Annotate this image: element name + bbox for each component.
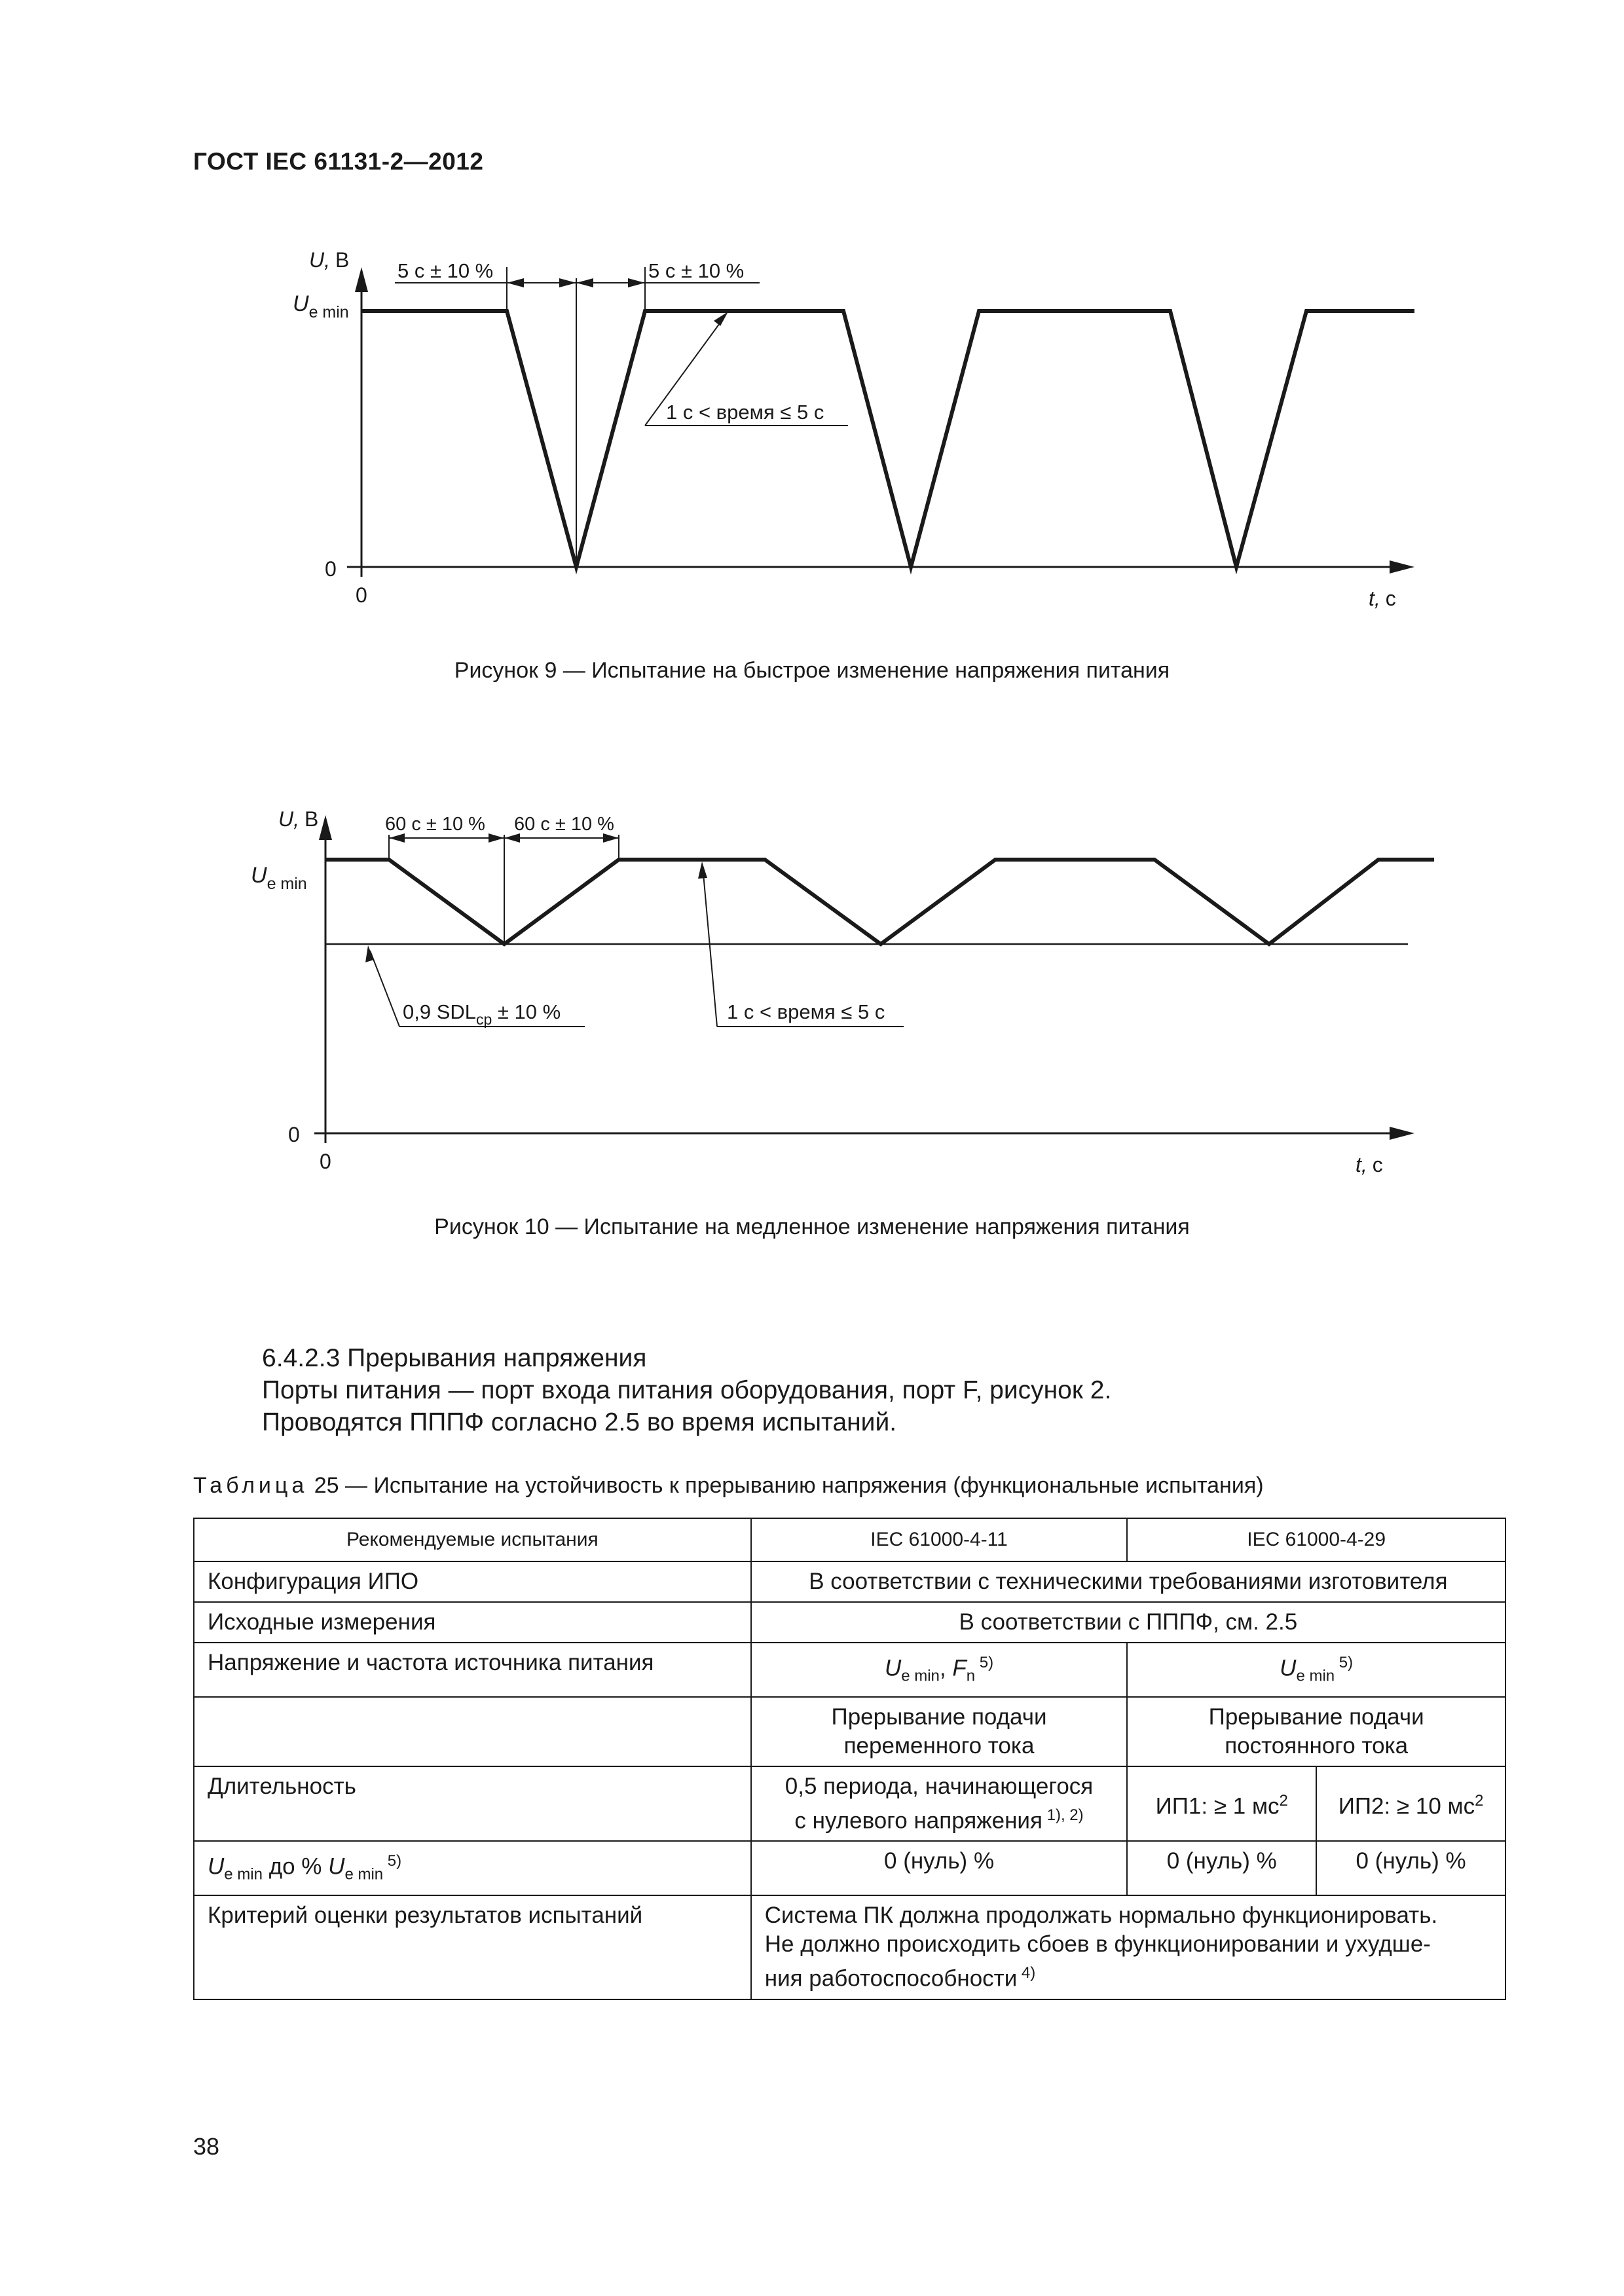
header-cell: IEC 61000-4-29 (1127, 1518, 1505, 1561)
fig9-x-unit: с (1385, 587, 1396, 610)
table-row (194, 1895, 1505, 1999)
table-row (194, 1766, 1505, 1842)
fig9-zero-x: 0 (356, 583, 367, 607)
duration-ip2-cell: ИП2: ≥ 10 $мс^2$ (1316, 1766, 1505, 1842)
fig9-ue-label: U (293, 291, 309, 316)
fig9-y-var: U, (309, 248, 330, 272)
svg-text:Ue min (251, 863, 307, 893)
fig10-y-var: U, (278, 807, 299, 831)
level-ac-cell: 0 (нуль) % (751, 1841, 1128, 1895)
fig9-x-var: t, (1369, 587, 1380, 610)
fig9-zero-y: 0 (325, 557, 337, 581)
level-ip1-cell: 0 (нуль) % (1127, 1841, 1316, 1895)
fig9-dim-right-label: 5 с ± 10 % (648, 259, 745, 282)
header-cell: IEC 61000-4-11 (751, 1518, 1128, 1561)
dc-interrupt-cell: Прерывание подачи постоянного тока (1127, 1697, 1505, 1766)
fig10-x-var: t, (1356, 1153, 1367, 1176)
fig9-ue-sub: e min (308, 303, 349, 321)
ac-interrupt-cell: Прерывание подачи переменного тока (751, 1697, 1128, 1766)
row-label: Критерий оценки результатов испытаний (194, 1895, 751, 1999)
section-line-1: Порты питания — порт входа питания оборудования, порт F, рисунок 2. (262, 1376, 1112, 1404)
row-label: Исходные измерения (194, 1602, 751, 1643)
fig10-sdl-leader (370, 951, 399, 1027)
table-row (194, 1561, 1505, 1602)
fig9-y-unit: В (335, 248, 350, 272)
fig9-dim-left-label: 5 с ± 10 % (397, 259, 494, 282)
level-label-cell: $U_{e min}$ до % $U_{e min}$ $^{5)}$ (194, 1841, 751, 1895)
figure-9-caption: Рисунок 9 — Испытание на быстрое изменение напряжения питания (454, 658, 1170, 683)
row-label-empty (194, 1697, 751, 1766)
supply-dc-cell: $U_{e min}$ $^{5)}$ (1127, 1643, 1505, 1697)
table-caption-prefix: Таблица (193, 1473, 308, 1498)
fig10-sdl-sub: ср (476, 1011, 492, 1028)
table-caption-rest: 25 — Испытание на устойчивость к прерыванию напряжения (функциональные испытания) (308, 1473, 1264, 1498)
table-25-caption (193, 1473, 1264, 1499)
fig10-dim-right-label: 60 с ± 10 % (514, 814, 614, 835)
svg-text:U,В (278, 807, 318, 831)
table-header-row (194, 1518, 1505, 1561)
fig10-sdl-pre: 0,9 SDL (403, 1000, 477, 1023)
row-label: Напряжение и частота источника питания (194, 1643, 751, 1697)
svg-text:t,с (1356, 1153, 1383, 1176)
supply-ac-cell: $U_{e min}$, $F_n$ $^{5)}$ (751, 1643, 1128, 1697)
fig10-ramp-leader (703, 866, 717, 1027)
level-ip2-cell: 0 (нуль) % (1316, 1841, 1505, 1895)
section-heading: 6.4.2.3 Прерывания напряжения (262, 1344, 647, 1372)
svg-text:0,9 SDLср ± 10 % (403, 1000, 561, 1028)
fig10-y-unit: В (304, 807, 319, 831)
page-number: 38 (193, 2133, 220, 2160)
row-value: В соответствии с ПППФ, см. 2.5 (751, 1602, 1505, 1643)
fig9-ramp-note: 1 с < время ≤ 5 с (666, 401, 824, 424)
fig10-ue-label: U (251, 863, 267, 888)
fig10-ue-sub: e min (267, 875, 307, 893)
row-label: Длительность (194, 1766, 751, 1842)
table-row (194, 1643, 1505, 1697)
table-row (194, 1602, 1505, 1643)
figure-10-caption: Рисунок 10 — Испытание на медленное изменение напряжения питания (434, 1214, 1190, 1239)
criterion-cell: Система ПК должна продолжать нормально функционировать. Не должно происходить сбоев в функционировании и ухудше- ния работоспособности $^{4)}$ (751, 1895, 1505, 1999)
section-text (262, 1342, 1111, 1438)
fig10-x-unit: с (1372, 1153, 1383, 1176)
document-header: ГОСТ IEC 61131-2—2012 (193, 148, 484, 175)
fig10-voltage-waveform (325, 860, 1434, 944)
row-label: Конфигурация ИПО (194, 1561, 751, 1602)
fig10-x-arrow (1390, 1127, 1414, 1140)
section-line-2: Проводятся ПППФ согласно 2.5 во время испытаний. (262, 1408, 897, 1436)
fig10-dim-left-label: 60 с ± 10 % (385, 814, 485, 835)
fig10-y-arrow (319, 815, 332, 840)
table-row (194, 1697, 1505, 1766)
fig10-zero-y: 0 (288, 1123, 300, 1146)
duration-ac-cell: 0,5 периода, начинающегося с нулевого напряжения $^{1), 2)}$ (751, 1766, 1128, 1842)
row-value: В соответствии с техническими требованиями изготовителя (751, 1561, 1505, 1602)
fig10-ramp-note: 1 с < время ≤ 5 с (727, 1000, 885, 1023)
fig10-zero-x: 0 (320, 1150, 331, 1173)
fig10-sdl-post: ± 10 % (492, 1000, 561, 1023)
table-25 (193, 1518, 1506, 2000)
table-row (194, 1841, 1505, 1895)
header-cell: Рекомендуемые испытания (194, 1518, 751, 1561)
duration-ip1-cell: ИП1: ≥ 1 $мс^2$ (1127, 1766, 1316, 1842)
